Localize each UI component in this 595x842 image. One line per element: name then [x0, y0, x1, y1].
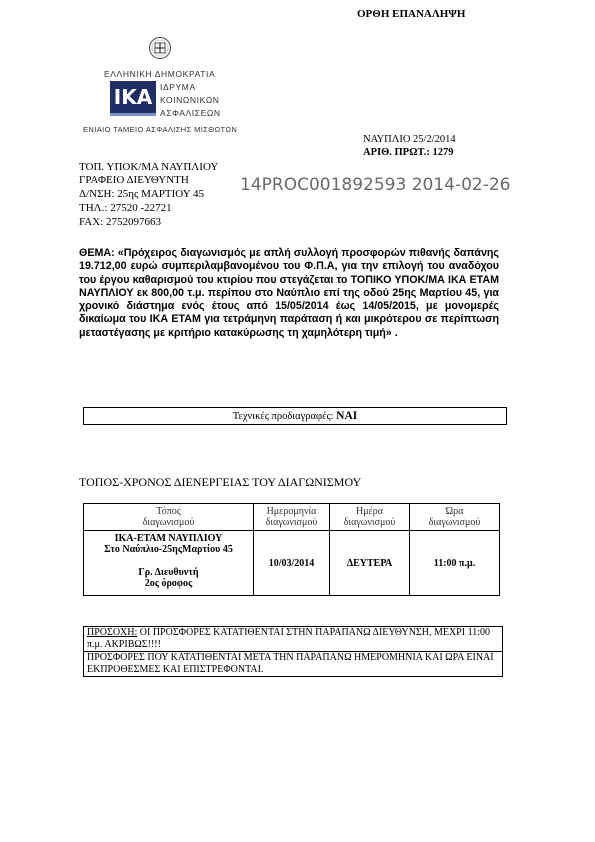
section-title: ΤΟΠΟΣ-ΧΡΟΝΟΣ ΔΙΕΝΕΡΓΕΙΑΣ ΤΟΥ ΔΙΑΓΩΝΙΣΜΟΥ — [79, 475, 362, 489]
attention-text: ΟΙ ΠΡΟΣΦΟΡΕΣ ΚΑΤΑΤΙΘΕΝΤΑΙ ΣΤΗΝ ΠΑΡΑΠΑΝΩ ΔΙΕΥΘΥΝΣΗ, ΜΕΧΡΙ 11:00 π.μ. ΑΚΡΙΒΩΣ!!!! — [87, 627, 490, 650]
attention-note — [83, 626, 503, 652]
logo-fund: ΕΝΙΑΙΟ ΤΑΜΕΙΟ ΑΣΦΑΛΙΣΗΣ ΜΙΣΘΩΤΩΝ — [83, 125, 238, 134]
address-line: Δ/ΝΣΗ: 25ης ΜΑΡΤΙΟΥ 45 — [79, 188, 204, 200]
address-fax: FAX: 2752097663 — [79, 216, 161, 228]
cell-place: ΙΚΑ-ΕΤΑΜ ΝΑΥΠΛΙΟΥ Στο Ναύπλιο-25ηςΜαρτίου 45 Γρ. Διευθυντή 2ος όροφος — [84, 531, 254, 596]
schedule-table — [83, 503, 500, 596]
technical-specs-box — [83, 407, 507, 425]
ika-logo: ΙΚΑ — [110, 81, 156, 114]
protocol-number: ΑΡΙΘ. ΠΡΩΤ.: 1279 — [363, 147, 454, 158]
notes-block — [83, 626, 503, 677]
greek-emblem-icon — [148, 36, 172, 60]
table-row — [84, 531, 500, 596]
attention-label: ΠΡΟΣΟΧΗ: — [87, 627, 138, 638]
subject-paragraph: ΘΕΜΑ: «Πρόχειρος διαγωνισμός με απλή συλλογή προσφορών πιθανής δαπάνης 19.712,00 ευρώ συμπεριλαμβανομένου του Φ.Π.Α, για την επιλογή του αναδόχου του έργου καθαρισμού του κτιρίου που στεγάζεται το ΤΟΠΙΚΟ ΥΠΟΚ/ΜΑ ΙΚΑ ΕΤΑΜ ΝΑΥΠΛΙΟΥ εκ 800,00 τ.μ. περίπου στο Ναύπλιο επί της οδού 25ης Μαρτίου 45, για χρονικό διάστημα ενός έτους από 15/05/2014 έως 14/05/2015, με μονομερές δικαίωμα του ΙΚΑ ΕΤΑΜ για τετράμηνη παράταση ή και μικρότερου σε περίπτωση μεταστέγασης με κριτήριο κατακύρωσης τη χαμηλότερη τιμή» . — [79, 247, 499, 339]
cell-day: ΔΕΥΤΕΡΑ — [330, 531, 410, 596]
late-offers-note: ΠΡΟΣΦΟΡΕΣ ΠΟΥ ΚΑΤΑΤΙΘΕΝΤΑΙ ΜΕΤΑ ΤΗΝ ΠΑΡΑΠΑΝΩ ΗΜΕΡΟΜΗΝΙΑ ΚΑΙ ΩΡΑ ΕΙΝΑΙ ΕΚΠΡΟΘΕΣΜΕΣ ΚΑΙ ΕΠΙΣΤΡΕΦΟΝΤΑΙ. — [83, 652, 503, 677]
place-date: ΝΑΥΠΛΙΟ 25/2/2014 — [363, 134, 456, 145]
address-line: ΤΟΠ. ΥΠΟΚ/ΜΑ ΝΑΥΠΛΙΟΥ — [79, 161, 219, 173]
col-header-time: Ώρα διαγωνισμού — [410, 504, 500, 531]
logo-insurance: ΑΣΦΑΛΙΣΕΩΝ — [160, 108, 221, 118]
logo-foundation: ΙΔΡΥΜΑ — [160, 82, 196, 92]
cell-date: 10/03/2014 — [254, 531, 330, 596]
col-header-date: Ημερομηνία διαγωνισμού — [254, 504, 330, 531]
protocol-stamp-code: 14PROC001892593 2014-02-26 — [240, 175, 511, 195]
ika-logo-bar — [110, 113, 156, 116]
col-header-place: Τόπος διαγωνισμού — [84, 504, 254, 531]
cell-time: 11:00 π.μ. — [410, 531, 500, 596]
logo-social: ΚΟΙΝΩΝΙΚΩΝ — [160, 95, 220, 105]
table-header-row — [84, 504, 500, 531]
repeat-note: ΟΡΘΗ ΕΠΑΝΑΛΗΨΗ — [357, 8, 466, 20]
specs-value: ΝΑΙ — [336, 410, 358, 422]
address-line: ΓΡΑΦΕΙΟ ΔΙΕΥΘΥΝΤΗ — [79, 174, 189, 186]
logo-republic: ΕΛΛΗΝΙΚΗ ΔΗΜΟΚΡΑΤΙΑ — [104, 69, 216, 79]
col-header-day: Ημέρα διαγωνισμού — [330, 504, 410, 531]
address-phone: ΤΗΛ.: 27520 -22721 — [79, 202, 172, 214]
specs-label: Τεχνικές προδιαγραφές: — [232, 411, 334, 422]
